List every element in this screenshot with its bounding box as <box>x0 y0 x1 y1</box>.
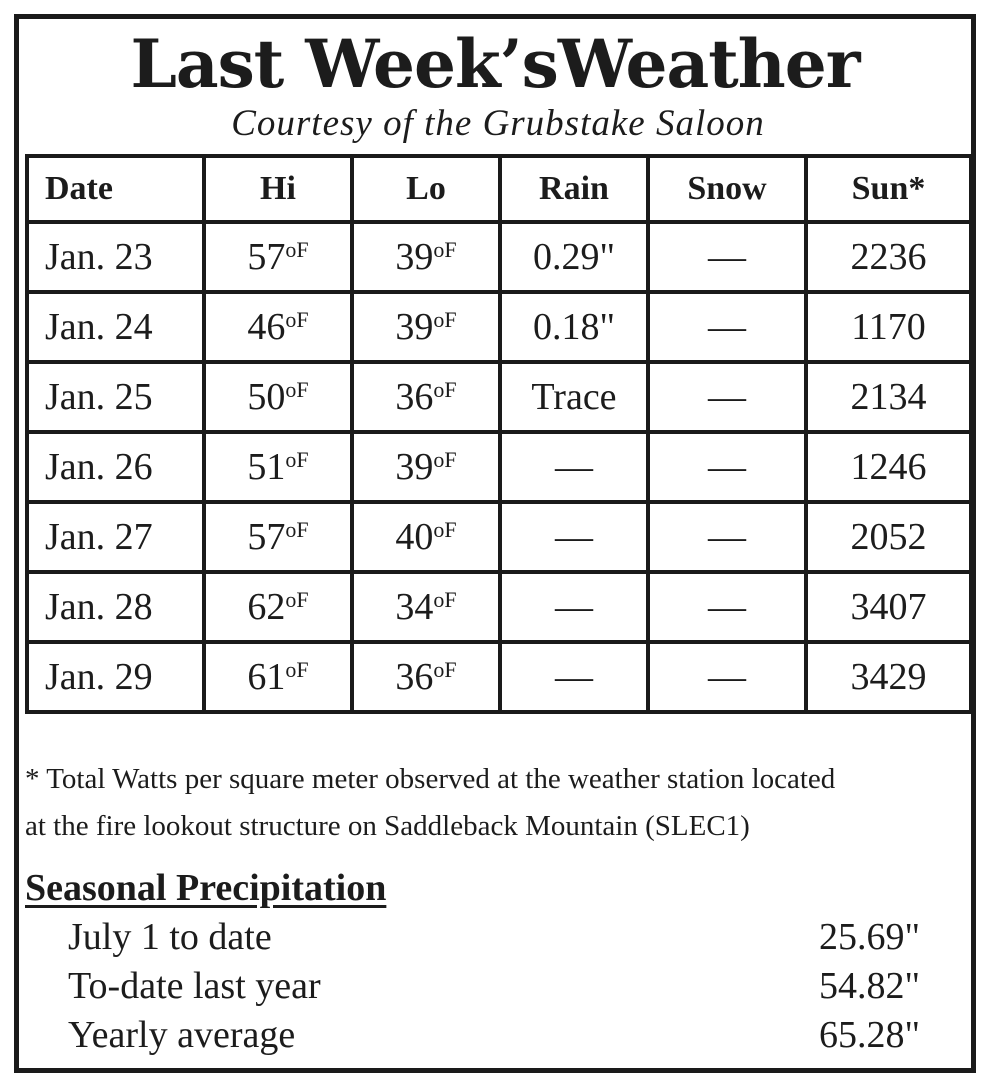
seasonal-value: 54.82" <box>818 965 920 1007</box>
cell-hi <box>204 642 352 712</box>
cell-date: Jan. 27 <box>27 502 204 572</box>
cell-date: Jan. 26 <box>27 432 204 502</box>
degree-unit: oF <box>285 587 309 612</box>
cell-rain: — <box>500 642 648 712</box>
degree-unit: oF <box>285 517 309 542</box>
table-row <box>27 432 971 502</box>
column-header-snow: Snow <box>648 156 806 222</box>
seasonal-label: July 1 to date <box>68 916 272 958</box>
table-row <box>27 292 971 362</box>
degree-unit: oF <box>285 237 309 262</box>
degree-unit: oF <box>433 377 457 402</box>
cell-rain: Trace <box>500 362 648 432</box>
sun-footnote <box>25 756 970 850</box>
cell-date: Jan. 29 <box>27 642 204 712</box>
hi-value: 46 <box>247 306 286 348</box>
cell-sun: 3429 <box>806 642 971 712</box>
footnote-line-2: at the fire lookout structure on Saddleback Mountain (SLEC1) <box>25 810 750 842</box>
cell-lo <box>352 572 500 642</box>
cell-lo <box>352 292 500 362</box>
cell-lo <box>352 362 500 432</box>
cell-date: Jan. 28 <box>27 572 204 642</box>
cell-date: Jan. 23 <box>27 222 204 292</box>
table-header-row <box>27 156 971 222</box>
lo-value: 39 <box>395 236 434 278</box>
cell-snow: — <box>648 292 806 362</box>
degree-unit: oF <box>433 237 457 262</box>
cell-rain: — <box>500 432 648 502</box>
lo-value: 39 <box>395 446 434 488</box>
seasonal-value: 25.69" <box>818 916 920 958</box>
page-subtitle: Courtesy of the Grubstake Saloon <box>231 103 765 144</box>
lo-value: 36 <box>395 376 434 418</box>
cell-rain: 0.29" <box>500 222 648 292</box>
degree-unit: oF <box>433 517 457 542</box>
seasonal-label: Yearly average <box>68 1014 296 1056</box>
footnote-line-1: * Total Watts per square meter observed at the weather station located <box>25 763 836 795</box>
degree-unit: oF <box>285 447 309 472</box>
cell-snow: — <box>648 432 806 502</box>
cell-rain: — <box>500 502 648 572</box>
cell-sun: 2134 <box>806 362 971 432</box>
cell-hi <box>204 362 352 432</box>
cell-sun: 1246 <box>806 432 971 502</box>
cell-snow: — <box>648 502 806 572</box>
page-title: Last Week’sWeather <box>130 25 860 103</box>
seasonal-row-july-to-date <box>68 913 920 961</box>
hi-value: 61 <box>247 656 286 698</box>
table-row <box>27 572 971 642</box>
seasonal-label: To-date last year <box>68 965 321 1007</box>
hi-value: 51 <box>247 446 286 488</box>
degree-unit: oF <box>285 377 309 402</box>
lo-value: 40 <box>395 516 434 558</box>
cell-rain: 0.18" <box>500 292 648 362</box>
cell-hi <box>204 432 352 502</box>
cell-hi <box>204 222 352 292</box>
column-header-hi: Hi <box>204 156 352 222</box>
degree-unit: oF <box>433 307 457 332</box>
cell-snow: — <box>648 572 806 642</box>
seasonal-row-last-year <box>68 962 920 1010</box>
degree-unit: oF <box>285 657 309 682</box>
lo-value: 36 <box>395 656 434 698</box>
cell-snow: — <box>648 642 806 712</box>
seasonal-value: 65.28" <box>818 1014 920 1056</box>
cell-hi <box>204 292 352 362</box>
table-row <box>27 502 971 572</box>
degree-unit: oF <box>433 447 457 472</box>
cell-sun: 3407 <box>806 572 971 642</box>
table-row <box>27 362 971 432</box>
column-header-lo: Lo <box>352 156 500 222</box>
cell-lo <box>352 502 500 572</box>
cell-lo <box>352 432 500 502</box>
table-row <box>27 222 971 292</box>
hi-value: 57 <box>247 236 286 278</box>
hi-value: 62 <box>247 586 286 628</box>
cell-date: Jan. 25 <box>27 362 204 432</box>
degree-unit: oF <box>285 307 309 332</box>
degree-unit: oF <box>433 657 457 682</box>
cell-lo <box>352 222 500 292</box>
seasonal-row-yearly-average <box>68 1011 920 1059</box>
cell-hi <box>204 572 352 642</box>
lo-value: 34 <box>395 586 434 628</box>
weather-table <box>25 154 973 714</box>
cell-snow: — <box>648 222 806 292</box>
degree-unit: oF <box>433 587 457 612</box>
cell-snow: — <box>648 362 806 432</box>
cell-date: Jan. 24 <box>27 292 204 362</box>
cell-sun: 2236 <box>806 222 971 292</box>
cell-lo <box>352 642 500 712</box>
lo-value: 39 <box>395 306 434 348</box>
column-header-sun: Sun* <box>806 156 971 222</box>
table-row <box>27 642 971 712</box>
seasonal-precipitation-heading: Seasonal Precipitation <box>25 867 387 909</box>
cell-sun: 2052 <box>806 502 971 572</box>
hi-value: 50 <box>247 376 286 418</box>
column-header-date: Date <box>27 156 204 222</box>
column-header-rain: Rain <box>500 156 648 222</box>
hi-value: 57 <box>247 516 286 558</box>
cell-sun: 1170 <box>806 292 971 362</box>
cell-hi <box>204 502 352 572</box>
cell-rain: — <box>500 572 648 642</box>
